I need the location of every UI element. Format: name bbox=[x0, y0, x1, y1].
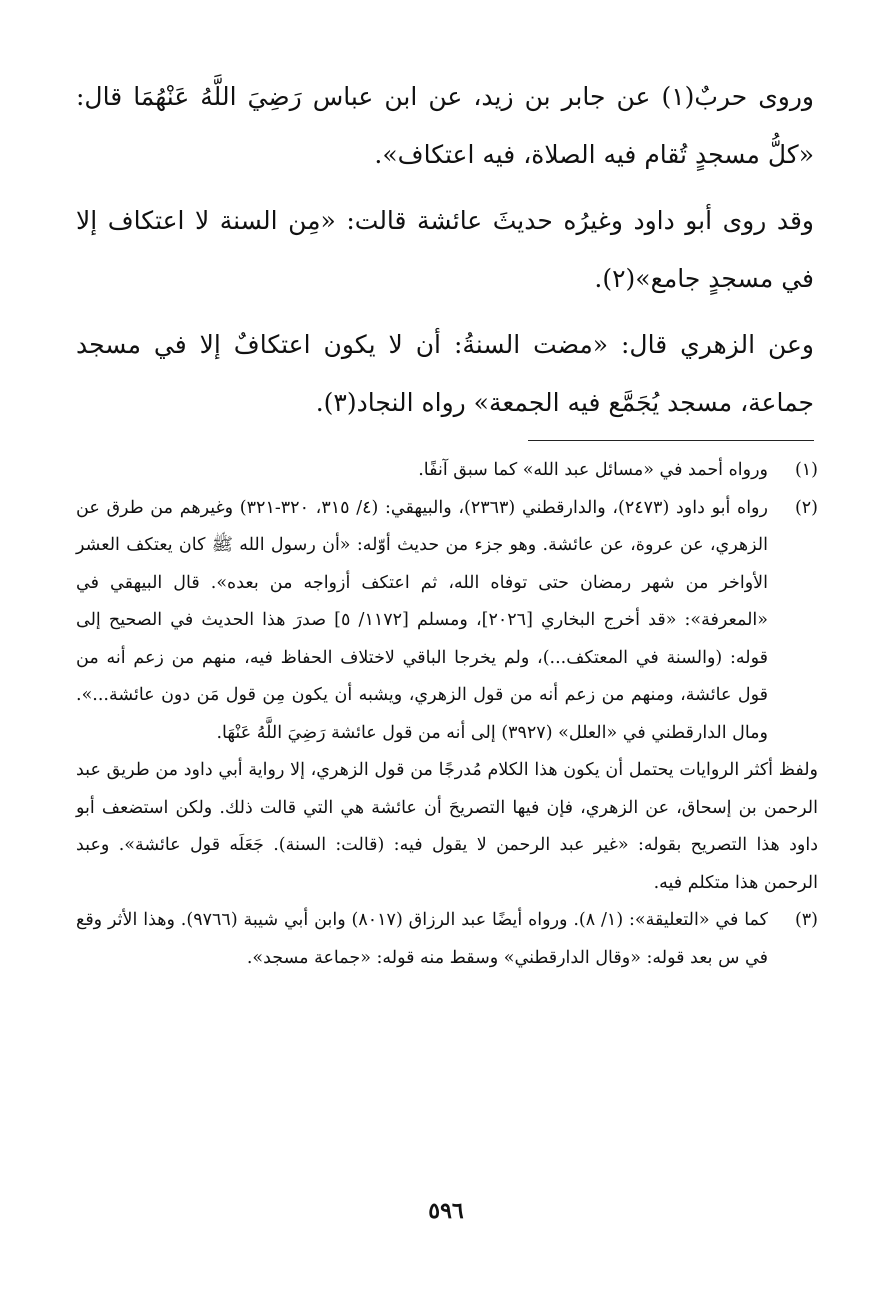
footnote-number: (٢) bbox=[794, 497, 818, 518]
page-number: ٥٩٦ bbox=[428, 1198, 464, 1224]
footnote-2 bbox=[76, 490, 818, 753]
footnote-text: ورواه أحمد في «مسائل عبد الله» كما سبق آنفًا. bbox=[418, 460, 768, 480]
main-text bbox=[76, 68, 814, 440]
footnote-separator bbox=[528, 440, 814, 441]
footnote-3 bbox=[76, 902, 818, 977]
footnote-number: (٣) bbox=[794, 910, 818, 930]
footnotes bbox=[76, 452, 818, 977]
footnote-number: (١) bbox=[794, 460, 818, 480]
footnote-text: رواه أبو داود (٢٤٧٣)، والدارقطني (٢٣٦٣)، والبيهقي: (٤/ ٣١٥، ٣٢٠-٣٢١) وغيرهم من طرق عن الزهري، عن عروة، عن عائشة. وهو جزء من حديث أوّله: «أن رسول الله ﷺ كان يعتكف العشر الأواخر من شهر رمضان حتى توفاه الله، ثم اعتكف أزواجه من بعده». قال البيهقي في «المعرفة»: «قد أخرج البخاري [٢٠٢٦]، ومسلم [١١٧٢/ ٥] صدرَ هذا الحديث في الصحيح إلى قوله: (والسنة في المعتكف...)، ولم يخرجا الباقي لاختلاف الحفاظ فيه، منهم من زعم أنه من قول عائشة، ومنهم من زعم أنه من قول الزهري، ويشبه أن يكون مِن قول مَن دون عائشة...». ومال الدارقطني في «العلل» (٣٩٢٧) إلى أنه من قول عائشة رَضِيَ اللَّهُ عَنْهَا. bbox=[76, 497, 768, 743]
footnote-1 bbox=[76, 452, 818, 490]
paragraph-2: وقد روى أبو داود وغيرُه حديثَ عائشة قالت: «مِن السنة لا اعتكاف إلا في مسجدٍ جامع»(٢). bbox=[76, 206, 814, 293]
footnote-2-continuation: ولفظ أكثر الروايات يحتمل أن يكون هذا الكلام مُدرجًا من قول الزهري، إلا رواية أبي داود من طريق عبد الرحمن بن إسحاق، عن الزهري، فإن فيها التصريحَ أن عائشة هي التي قالت ذلك. ولكن استضعف أبو داود هذا التصريح بقوله: «غير عبد الرحمن لا يقول فيه: (قالت: السنة). جَعَلَه قول عائشة». وعبد الرحمن هذا متكلم فيه. bbox=[76, 760, 818, 893]
paragraph-1: وروى حربٌ(١) عن جابر بن زيد، عن ابن عباس رَضِيَ اللَّهُ عَنْهُمَا قال: «كلُّ مسجدٍ تُقام فيه الصلاة، فيه اعتكاف». bbox=[76, 82, 814, 169]
paragraph-3: وعن الزهري قال: «مضت السنةُ: أن لا يكون اعتكافٌ إلا في مسجد جماعة، مسجد يُجَمَّع فيه الجمعة» رواه النجاد(٣). bbox=[76, 330, 814, 417]
footnote-text: كما في «التعليقة»: (١/ ٨). ورواه أيضًا عبد الرزاق (٨٠١٧) وابن أبي شيبة (٩٧٦٦). وهذا الأثر وقع في س بعد قوله: «وقال الدارقطني» وسقط منه قوله: «جماعة مسجد». bbox=[76, 910, 768, 968]
